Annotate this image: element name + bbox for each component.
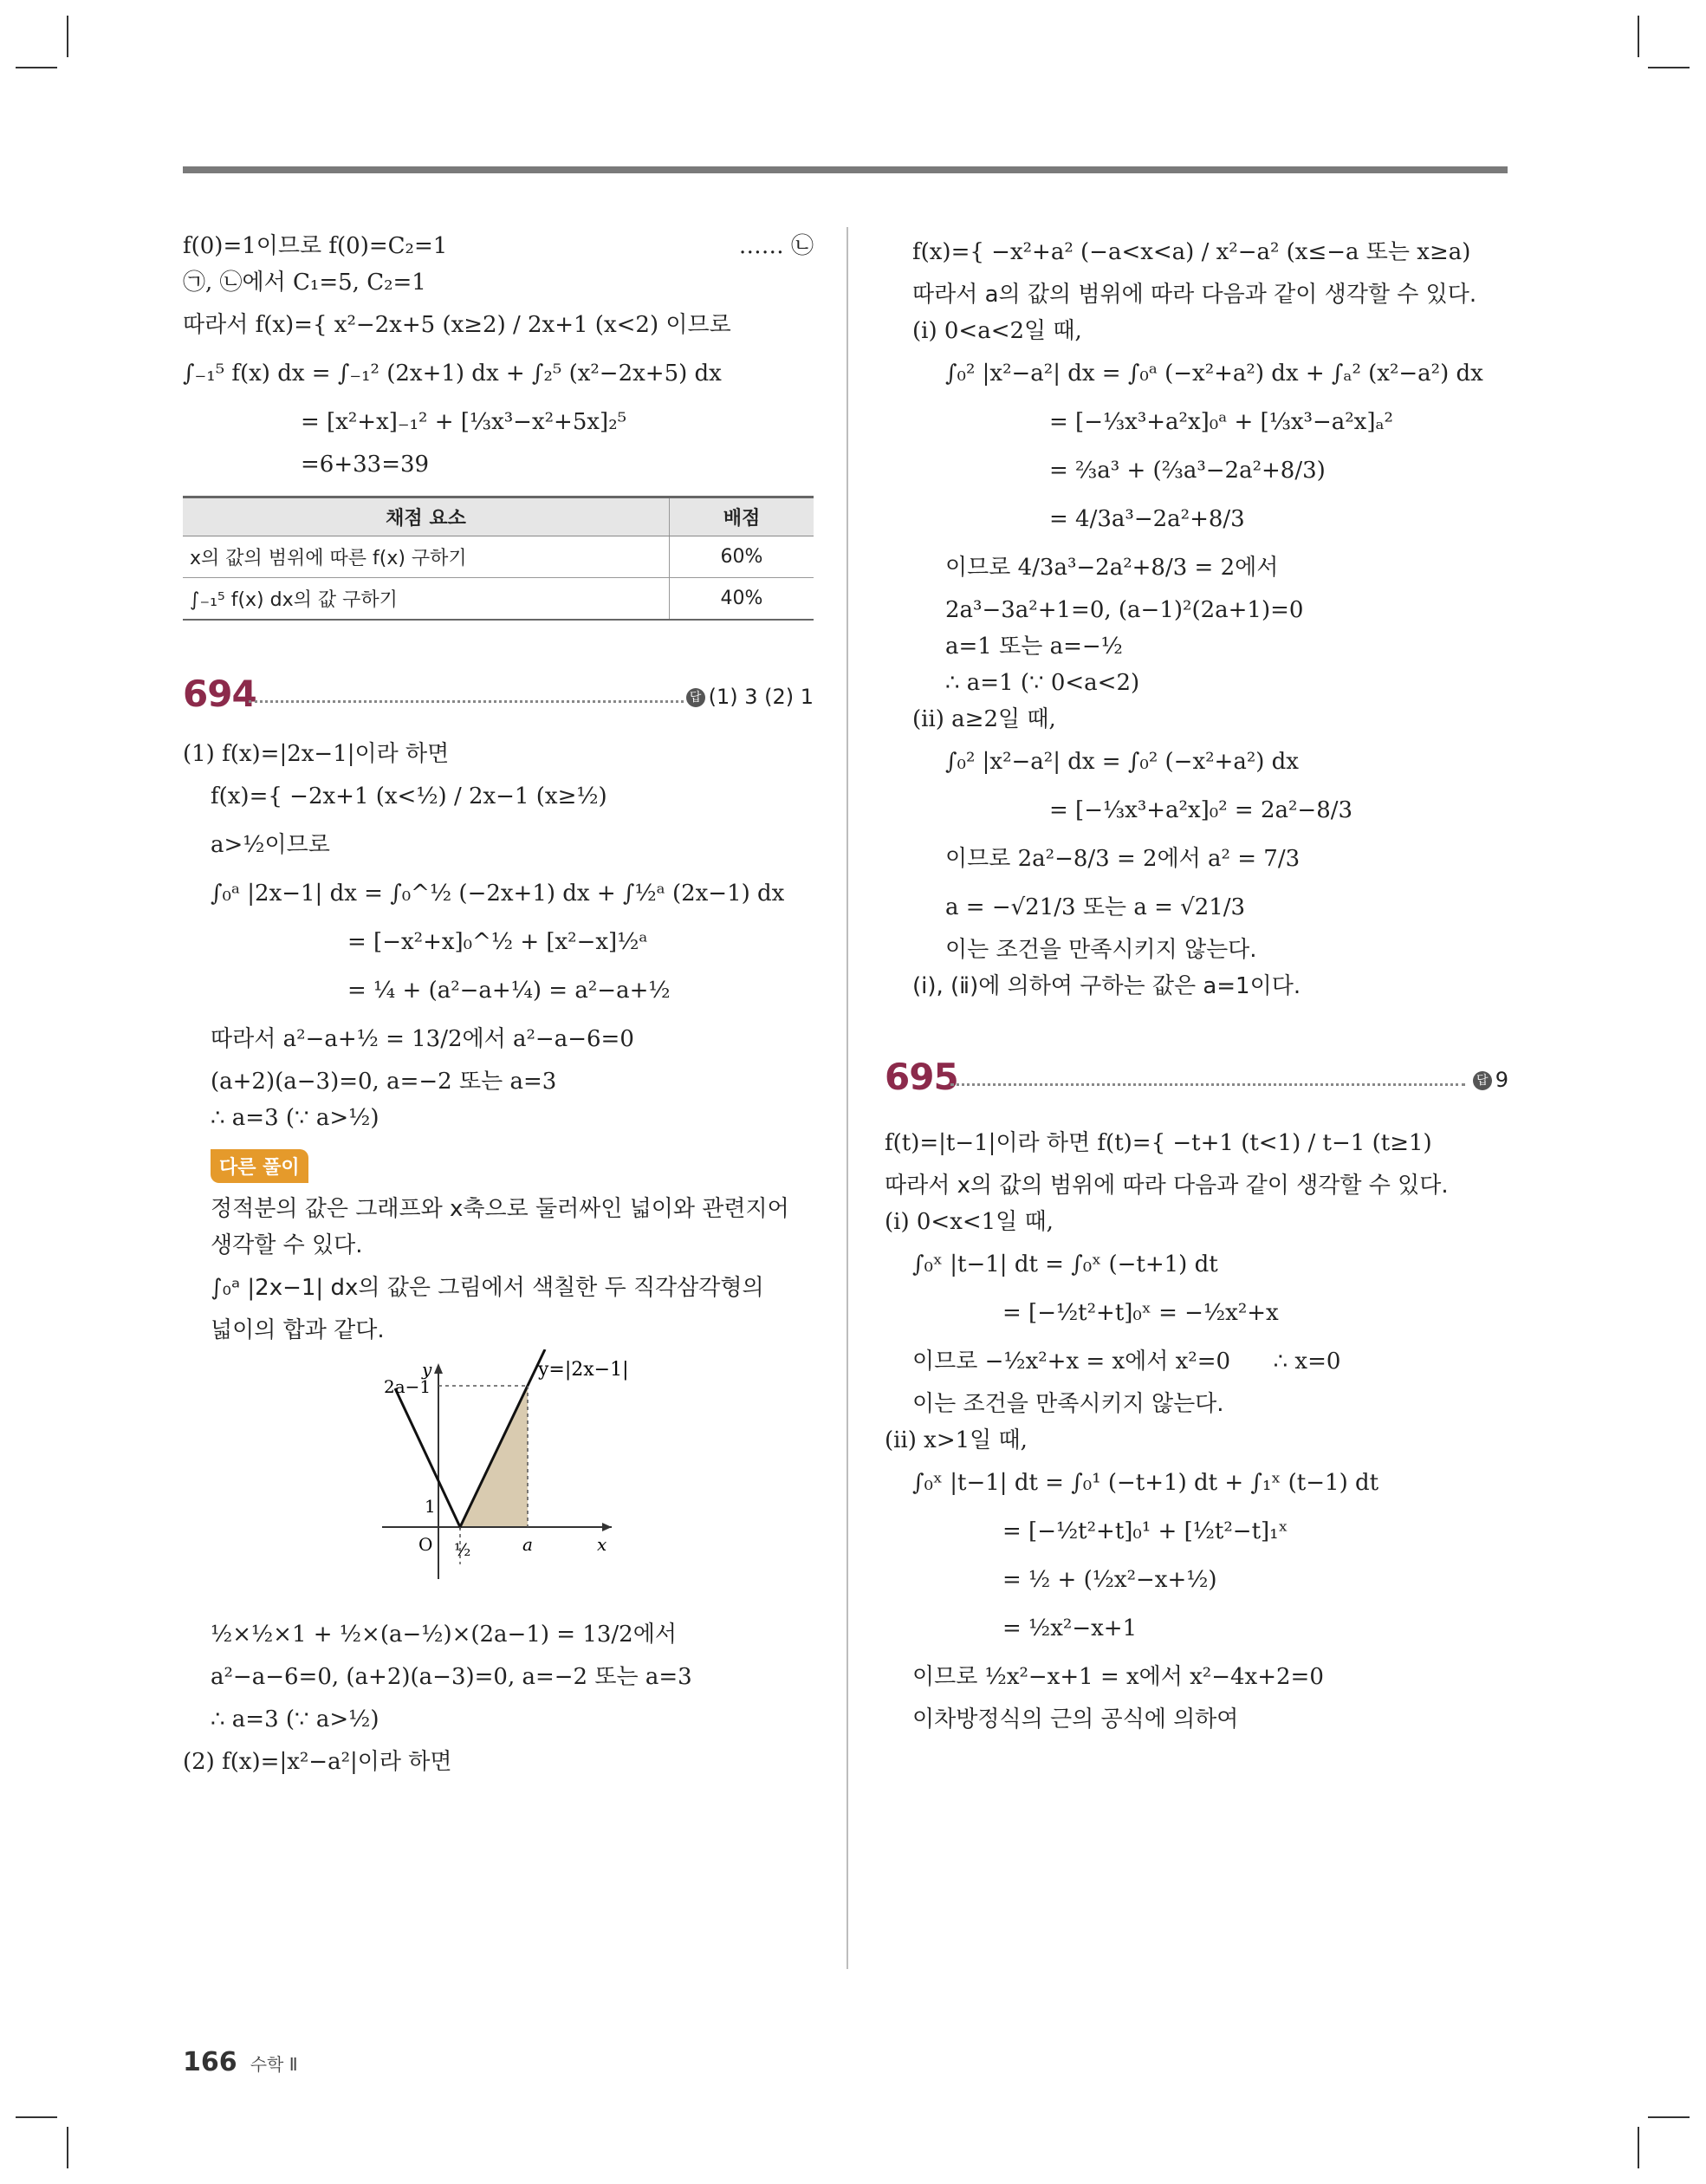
solution-line: 이는 조건을 만족시키지 않는다. xyxy=(912,1391,1224,1417)
crop-mark xyxy=(67,16,68,57)
y-axis-arrow xyxy=(434,1363,443,1374)
solution-line: = [−½t²+t]₀¹ + [½t²−t]₁ˣ xyxy=(1002,1518,1288,1544)
y-tick-label: 1 xyxy=(425,1496,436,1517)
solution-line: ∫₀ᵃ |2x−1| dx = ∫₀^½ (−2x+1) dx + ∫½ᵃ (2x−1) dx xyxy=(211,881,785,907)
left-column xyxy=(183,227,814,1781)
alt-solution-badge: 다른 풀이 xyxy=(211,1149,308,1183)
solution-line: a = −√21/3 또는 a = √21/3 xyxy=(945,894,1246,920)
page-footer xyxy=(183,2047,298,2077)
solution-line: (1) f(x)=|2x−1|이라 하면 xyxy=(183,741,450,767)
page-number: 166 xyxy=(183,2047,237,2077)
solution-line: 이는 조건을 만족시키지 않는다. xyxy=(945,937,1257,963)
table-header: 배점 xyxy=(670,497,814,536)
alt-line: 넓이의 합과 같다. xyxy=(211,1317,385,1343)
intro-line-5: = [x²+x]₋₁² + [⅓x³−x²+5x]₂⁵ xyxy=(301,409,627,435)
answer-icon: 답 xyxy=(1473,1071,1492,1090)
solution-line: 이므로 ½x²−x+1 = x에서 x²−4x+2=0 xyxy=(912,1664,1324,1690)
solution-line: 따라서 a의 값의 범위에 따라 다음과 같이 생각할 수 있다. xyxy=(912,282,1477,308)
crop-mark xyxy=(67,2127,68,2168)
solution-line: f(t)=|t−1|이라 하면 f(t)={ −t+1 (t<1) / t−1 (t≥1) xyxy=(885,1130,1432,1156)
problem-number: 694 xyxy=(183,673,256,715)
alt-line: ∫₀ᵃ |2x−1| dx의 값은 그림에서 색칠한 두 직각삼각형의 xyxy=(211,1275,764,1301)
solution-line: ½×½×1 + ½×(a−½)×(2a−1) = 13/2에서 xyxy=(211,1622,677,1648)
table-cell: 60% xyxy=(670,536,814,578)
solution-line: = ¼ + (a²−a+¼) = a²−a+½ xyxy=(347,978,671,1004)
solution-line: 이차방정식의 근의 공식에 의하여 xyxy=(912,1706,1239,1732)
problem-694-header xyxy=(183,667,814,728)
subject-label: 수학 Ⅱ xyxy=(250,2054,298,2075)
crop-mark xyxy=(1638,16,1639,57)
solution-line: = [−⅓x³+a²x]₀ᵃ + [⅓x³−a²x]ₐ² xyxy=(1049,409,1393,435)
solution-line: (2) f(x)=|x²−a²|이라 하면 xyxy=(183,1749,452,1775)
crop-mark xyxy=(16,2116,57,2118)
problem-number: 695 xyxy=(885,1056,958,1098)
solution-line: = ½ + (½x²−x+½) xyxy=(1002,1567,1217,1593)
solution-line: (ⅰ), (ⅱ)에 의하여 구하는 값은 a=1이다. xyxy=(912,973,1301,999)
intro-line-2: ㉠, ㉡에서 C₁=5, C₂=1 xyxy=(183,270,426,296)
solution-line: ∫₀² |x²−a²| dx = ∫₀ᵃ (−x²+a²) dx + ∫ₐ² (x²−a²) dx xyxy=(945,361,1483,387)
solution-line: 이므로 −½x²+x = x에서 x²=0 ∴ x=0 xyxy=(912,1349,1341,1375)
solution-line: ∫₀ˣ |t−1| dt = ∫₀¹ (−t+1) dt + ∫₁ˣ (t−1) dt xyxy=(912,1470,1379,1496)
intro-line-4: ∫₋₁⁵ f(x) dx = ∫₋₁² (2x+1) dx + ∫₂⁵ (x²−2x+5) dx xyxy=(183,361,722,387)
solution-line: (ⅱ) x>1일 때, xyxy=(885,1427,1028,1453)
crop-mark xyxy=(1648,2116,1690,2118)
scoring-table xyxy=(183,496,814,621)
solution-line: a=1 또는 a=−½ xyxy=(945,634,1123,660)
solution-line: 이므로 4/3a³−2a²+8/3 = 2에서 xyxy=(945,555,1279,581)
leader-dots xyxy=(249,700,684,703)
right-column xyxy=(885,227,1508,1739)
answer-icon: 답 xyxy=(686,688,705,707)
solution-line: = [−½t²+t]₀ˣ = −½x²+x xyxy=(1002,1300,1279,1326)
problem-695-header xyxy=(885,1050,1508,1111)
solution-line: ∫₀² |x²−a²| dx = ∫₀² (−x²+a²) dx xyxy=(945,749,1299,775)
crop-mark xyxy=(16,67,57,68)
abs-graph xyxy=(183,1349,814,1609)
header-rule xyxy=(183,166,1508,173)
crop-mark xyxy=(1638,2127,1639,2168)
solution-line: (ⅰ) 0<a<2일 때, xyxy=(912,318,1082,344)
equation-mark: …… ㉡ xyxy=(738,233,814,259)
solution-line: (a+2)(a−3)=0, a=−2 또는 a=3 xyxy=(211,1069,557,1095)
solution-line: 따라서 a²−a+½ = 13/2에서 a²−a−6=0 xyxy=(211,1026,634,1052)
table-cell: x의 값의 범위에 따른 f(x) 구하기 xyxy=(183,536,670,578)
answer-text: 9 xyxy=(1495,1068,1508,1092)
solution-line: 따라서 x의 값의 범위에 따라 다음과 같이 생각할 수 있다. xyxy=(885,1173,1449,1199)
y-axis-label: y xyxy=(422,1359,432,1380)
alt-line: 생각할 수 있다. xyxy=(211,1232,363,1258)
x-axis-arrow xyxy=(602,1523,612,1531)
alt-line: 정적분의 값은 그래프와 x축으로 둘러싸인 넓이와 관련지어 xyxy=(211,1196,789,1222)
graph-container xyxy=(183,1349,814,1609)
solution-line: = [−x²+x]₀^½ + [x²−x]½ᵃ xyxy=(347,929,648,955)
solution-line: a>½이므로 xyxy=(211,832,330,858)
solution-line: = [−⅓x³+a²x]₀² = 2a²−8/3 xyxy=(1049,797,1353,823)
x-tick-label: ½ xyxy=(454,1539,471,1560)
crop-mark xyxy=(1648,67,1690,68)
y-tick-label: 2a−1 xyxy=(384,1376,431,1397)
table-cell: ∫₋₁⁵ f(x) dx의 값 구하기 xyxy=(183,578,670,621)
solution-line: 2a³−3a²+1=0, (a−1)²(2a+1)=0 xyxy=(945,597,1304,623)
answer-label xyxy=(686,685,814,709)
curve-label: y=|2x−1| xyxy=(538,1359,629,1381)
answer-text: (1) 3 (2) 1 xyxy=(708,685,814,709)
table-cell: 40% xyxy=(670,578,814,621)
solution-line: f(x)={ −2x+1 (x<½) / 2x−1 (x≥½) xyxy=(211,783,607,809)
intro-line-3: 따라서 f(x)={ x²−2x+5 (x≥2) / 2x+1 (x<2) 이므로 xyxy=(183,312,731,338)
solution-line: = 4/3a³−2a²+8/3 xyxy=(1049,506,1245,532)
x-tick-label: a xyxy=(522,1534,533,1555)
solution-line: a²−a−6=0, (a+2)(a−3)=0, a=−2 또는 a=3 xyxy=(211,1664,692,1690)
solution-line: f(x)={ −x²+a² (−a<x<a) / x²−a² (x≤−a 또는 x≥a) xyxy=(912,239,1471,265)
x-axis-label: x xyxy=(597,1534,607,1555)
solution-line: ∴ a=1 (∵ 0<a<2) xyxy=(945,670,1140,696)
solution-line: = ½x²−x+1 xyxy=(1002,1615,1138,1641)
intro-line-6: =6+33=39 xyxy=(301,452,430,478)
table-row xyxy=(183,536,814,578)
solution-line: (ⅰ) 0<x<1일 때, xyxy=(885,1209,1054,1235)
solution-line: = ⅔a³ + (⅔a³−2a²+8/3) xyxy=(1049,458,1326,484)
column-divider xyxy=(847,227,848,1969)
leader-dots xyxy=(950,1083,1465,1086)
solution-line: ∫₀ˣ |t−1| dt = ∫₀ˣ (−t+1) dt xyxy=(912,1251,1218,1277)
table-row xyxy=(183,578,814,621)
solution-line: (ⅱ) a≥2일 때, xyxy=(912,706,1056,732)
origin-label: O xyxy=(418,1534,433,1555)
table-header: 채점 요소 xyxy=(183,497,670,536)
solution-line: ∴ a=3 (∵ a>½) xyxy=(211,1706,379,1732)
solution-line: 이므로 2a²−8/3 = 2에서 a² = 7/3 xyxy=(945,846,1301,872)
answer-label xyxy=(1473,1068,1508,1092)
solution-line: ∴ a=3 (∵ a>½) xyxy=(211,1105,379,1131)
intro-line-1: f(0)=1이므로 f(0)=C₂=1 …… ㉡ xyxy=(183,229,814,263)
